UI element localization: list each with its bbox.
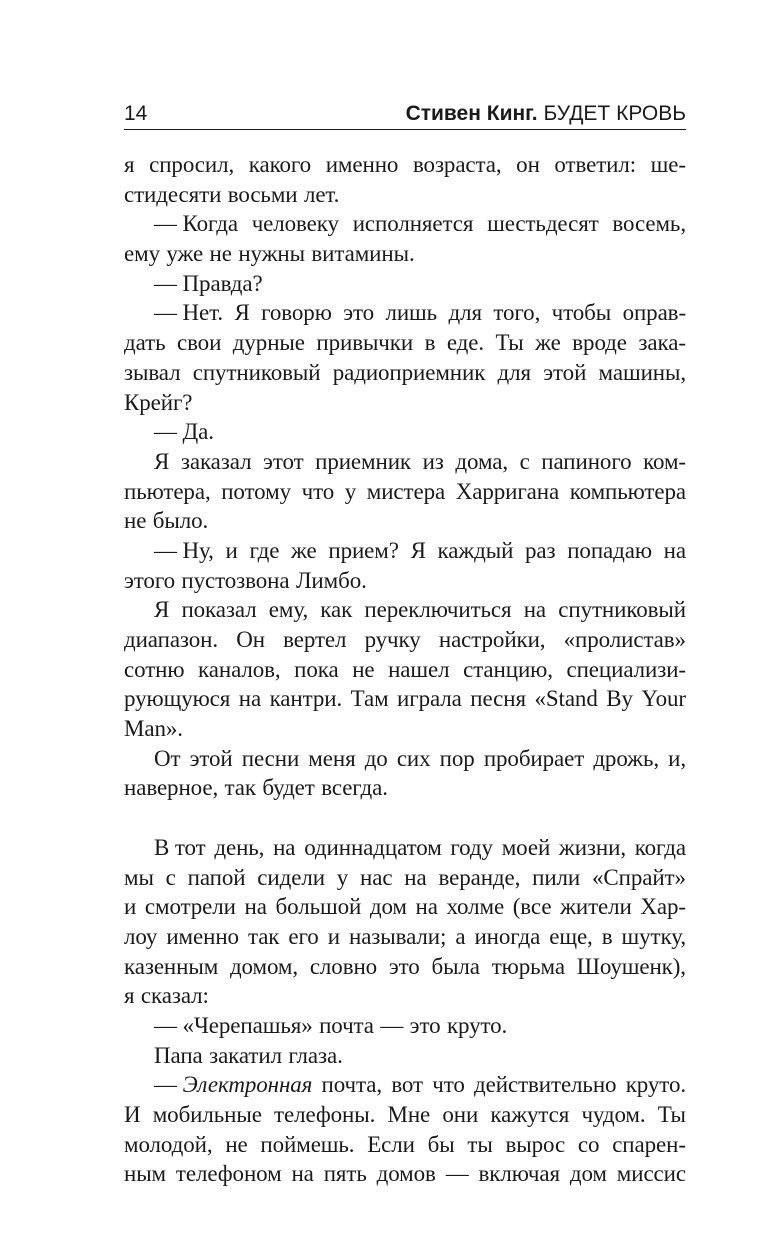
word: Your — [641, 686, 686, 712]
word: наверное, — [124, 775, 219, 801]
word: дом — [569, 1161, 607, 1187]
text-line — [124, 1159, 686, 1189]
word: спутниковый — [192, 359, 321, 385]
word: — — [445, 1161, 469, 1187]
word: на — [415, 894, 438, 920]
word: телефоном — [175, 1161, 282, 1187]
word: спросил, — [149, 152, 235, 177]
text-line — [124, 447, 686, 477]
word: чудом. — [581, 1102, 646, 1127]
word: потому — [221, 478, 291, 504]
word: пока — [294, 656, 339, 682]
word: — Ну, — [154, 537, 214, 563]
word: так — [224, 775, 256, 801]
text-line — [124, 833, 686, 863]
word: телефоны. — [274, 1102, 376, 1127]
word: в — [424, 330, 436, 356]
word: и — [124, 894, 137, 920]
word: а — [455, 923, 466, 949]
text-line — [124, 150, 686, 180]
word: этой — [543, 359, 587, 385]
word: — Правда? — [154, 270, 263, 296]
text-line — [124, 1011, 686, 1041]
word: каналов, — [198, 656, 281, 682]
word: витамины. — [311, 241, 415, 267]
word: песни — [241, 745, 300, 771]
word: того, — [493, 300, 541, 326]
word: привычки — [316, 330, 414, 356]
word: зывал — [124, 359, 181, 385]
word: же — [535, 330, 561, 356]
word: нас — [360, 864, 393, 890]
word: радиоприемник — [332, 359, 486, 385]
text-line — [124, 1100, 686, 1130]
text-line — [124, 952, 686, 982]
word: ему, — [268, 597, 309, 623]
word: холме — [446, 894, 505, 920]
word: этой — [189, 745, 233, 771]
word: было. — [152, 508, 209, 534]
word: приемник — [315, 448, 411, 474]
text-line — [124, 417, 686, 447]
word: и, — [668, 745, 686, 771]
word: жители — [560, 894, 632, 920]
word: вроде — [572, 330, 627, 356]
text-line — [124, 922, 686, 952]
word: шестьдесят — [487, 211, 599, 237]
word: свои — [176, 330, 222, 356]
word: станцию, — [463, 656, 553, 682]
text-line — [124, 773, 686, 803]
word: Лимбо. — [295, 567, 367, 593]
word: песня — [470, 686, 526, 712]
word: этот — [263, 448, 304, 474]
word: сотню — [124, 656, 185, 682]
word: Папа — [154, 1042, 203, 1068]
word: у — [336, 864, 349, 890]
word: В тот — [154, 834, 206, 860]
word: ты — [467, 1131, 493, 1157]
word: сидели — [257, 864, 325, 890]
word: диапазон. — [124, 627, 219, 652]
text-line — [124, 684, 686, 714]
word: большой — [275, 894, 362, 920]
word: меня — [308, 745, 356, 771]
word: это — [409, 1012, 441, 1038]
word: By — [606, 686, 633, 712]
word: включая — [478, 1161, 560, 1187]
word: молодой, — [124, 1131, 213, 1157]
word: попадаю — [567, 537, 652, 563]
word: шутку, — [621, 923, 686, 949]
word: Харригана — [455, 478, 560, 504]
word: спутниковый — [558, 597, 686, 623]
text-line — [124, 269, 686, 299]
word: на — [404, 864, 427, 890]
word: Я — [154, 597, 170, 623]
word: Я — [234, 300, 250, 326]
running-header — [124, 98, 686, 130]
word: — «Черепашья» — [154, 1012, 313, 1038]
text-line — [124, 180, 686, 210]
word: чтобы — [551, 300, 612, 326]
word: когда — [634, 834, 686, 860]
word: не — [209, 241, 232, 267]
word: домов — [376, 1161, 436, 1187]
text-line — [124, 1130, 686, 1160]
word: ручку — [364, 627, 421, 652]
word: раз — [525, 537, 556, 563]
word: еще, — [549, 923, 593, 949]
word: — — [380, 1012, 404, 1038]
word: дурные — [232, 330, 305, 356]
word: Шоушенк), — [576, 953, 686, 979]
word: «Stand — [534, 686, 598, 712]
word: возраста, — [412, 152, 502, 177]
word: мобильные — [152, 1102, 262, 1127]
word: «пролистав» — [563, 627, 686, 652]
word: именно — [325, 152, 399, 177]
word: — Когда — [154, 211, 238, 237]
word: как — [320, 597, 353, 623]
word: Ты — [495, 330, 524, 356]
word: дрожь, — [593, 745, 659, 771]
word: «Спрайт» — [591, 864, 686, 890]
word: Я — [410, 537, 426, 563]
word: действительно — [474, 1072, 617, 1098]
word: нашел — [388, 656, 450, 682]
word: я — [124, 152, 135, 177]
word: ше- — [650, 152, 686, 177]
word: до — [364, 745, 388, 771]
word: дать — [124, 330, 166, 356]
word: бы — [427, 1131, 455, 1157]
word: и — [225, 537, 238, 563]
word: тюрьма — [491, 953, 565, 979]
word: дома, — [455, 448, 508, 474]
word: Там — [350, 686, 389, 712]
text-line — [124, 566, 686, 596]
word: папиного — [541, 448, 632, 474]
word: так — [247, 923, 280, 949]
word: компьютера — [569, 478, 686, 504]
word: для — [497, 359, 532, 385]
word: где — [249, 537, 280, 563]
paragraph-gap — [124, 803, 686, 833]
word: иногда — [474, 923, 541, 949]
word: От — [154, 745, 181, 771]
word: они — [442, 1102, 479, 1127]
text-line — [124, 536, 686, 566]
word: оправ- — [622, 300, 686, 326]
word: спарен- — [612, 1131, 686, 1157]
page-number: 14 — [124, 102, 148, 125]
word: смотрели — [144, 894, 236, 920]
word: настройки, — [438, 627, 546, 652]
word: это — [343, 300, 375, 326]
text-line — [124, 863, 686, 893]
word: сих — [396, 745, 431, 771]
word: круто. — [625, 1072, 686, 1098]
word: — Да. — [154, 419, 214, 445]
word: лоу — [124, 923, 158, 949]
word: веранде, — [438, 864, 521, 890]
word: миссис — [616, 1161, 686, 1187]
word: в — [601, 923, 613, 949]
word: Хар- — [640, 894, 686, 920]
word: ответил: — [554, 152, 637, 177]
word: показал — [181, 597, 257, 623]
word: мы — [124, 864, 154, 890]
text-line — [124, 981, 686, 1011]
text-line — [124, 744, 686, 774]
word: и — [327, 923, 340, 949]
word: говорю — [261, 300, 332, 326]
text-line — [124, 892, 686, 922]
word: ком- — [643, 448, 686, 474]
word: восемь, — [612, 211, 686, 237]
text-line — [124, 1070, 686, 1100]
word: со — [577, 1131, 600, 1157]
body-text — [124, 150, 686, 1189]
word: кажутся — [490, 1102, 570, 1127]
word: Он — [236, 627, 265, 652]
word: пустозвона — [181, 567, 290, 593]
word: — Электронная — [154, 1072, 313, 1098]
text-line — [124, 239, 686, 269]
word: из — [422, 448, 444, 474]
word: Мне — [387, 1102, 431, 1127]
word: вырос — [505, 1131, 566, 1157]
text-line — [124, 506, 686, 536]
word: поймешь. — [260, 1131, 355, 1157]
text-line — [124, 595, 686, 625]
word: его — [288, 923, 319, 949]
word: пять — [323, 1161, 367, 1187]
word: что — [301, 478, 335, 504]
word: домом, — [229, 953, 299, 979]
word: пили — [532, 864, 581, 890]
word: переключиться — [364, 597, 512, 623]
word: Если — [367, 1131, 415, 1157]
word: словно — [309, 953, 378, 979]
author-name: Стивен Кинг. — [405, 102, 538, 125]
word: стидесяти — [124, 181, 222, 207]
word: ему — [124, 241, 160, 267]
word: на — [273, 834, 296, 860]
word: пьютера, — [124, 478, 211, 504]
word: день, — [214, 834, 265, 860]
word: Ты — [657, 1102, 686, 1127]
word: с — [519, 448, 530, 474]
word: году — [450, 834, 493, 860]
word: лишь — [385, 300, 438, 326]
text-line — [124, 1041, 686, 1071]
word: нужны — [238, 241, 305, 267]
word: одиннадцатом — [304, 834, 442, 860]
word: ным — [124, 1161, 167, 1187]
word: что — [432, 1072, 465, 1098]
word: для — [448, 300, 482, 326]
word: на — [291, 1161, 314, 1187]
word: у — [344, 478, 357, 504]
word: машины, — [598, 359, 686, 385]
word: закатил — [209, 1042, 282, 1068]
word: дом — [369, 894, 407, 920]
word: это — [388, 953, 420, 979]
word: специализи- — [566, 656, 686, 682]
word: И — [124, 1102, 141, 1127]
word: с — [165, 864, 176, 890]
word: зака- — [638, 330, 686, 356]
word: именно — [166, 923, 239, 949]
word: папой — [187, 864, 246, 890]
word: называли; — [348, 923, 447, 949]
word: каждый — [437, 537, 514, 563]
word: вертел — [283, 627, 347, 652]
word: заказал — [180, 448, 252, 474]
text-line — [124, 358, 686, 388]
word: еде. — [446, 330, 484, 356]
word: круто. — [446, 1012, 508, 1038]
word: мистера — [366, 478, 446, 504]
word: сказал: — [140, 983, 209, 1009]
word: жизни, — [558, 834, 626, 860]
word: на — [238, 686, 262, 712]
text-line — [124, 625, 686, 655]
word: моей — [501, 834, 551, 860]
word: — Нет. — [154, 300, 224, 326]
word: Крейг? — [124, 389, 193, 415]
text-line — [124, 298, 686, 328]
word: вот — [391, 1072, 423, 1098]
word: какого — [248, 152, 312, 177]
word: пробирает — [483, 745, 585, 771]
word: человеку — [251, 211, 339, 237]
word: на — [663, 537, 686, 563]
word: глаза. — [288, 1042, 343, 1068]
word: восьми — [227, 181, 298, 207]
word: я — [124, 983, 135, 1009]
word: исполняется — [352, 211, 474, 237]
word: рующуюся — [124, 686, 231, 712]
word: не — [352, 656, 375, 682]
word: пор — [439, 745, 475, 771]
text-line — [124, 328, 686, 358]
text-line — [124, 655, 686, 685]
word: он — [516, 152, 540, 177]
header-rule — [124, 129, 686, 130]
word: уже — [166, 241, 204, 267]
word: не — [124, 508, 147, 534]
word: же — [291, 537, 317, 563]
word: (все — [512, 894, 552, 920]
header-title — [406, 98, 686, 130]
book-title: БУДЕТ КРОВЬ — [543, 102, 686, 125]
word: Man». — [124, 716, 183, 742]
text-line — [124, 477, 686, 507]
word: будет — [262, 775, 315, 801]
text-line — [124, 388, 686, 418]
word: была — [431, 953, 480, 979]
word: на — [523, 597, 547, 623]
word: казенным — [124, 953, 219, 979]
word: всегда. — [321, 775, 388, 801]
word: этого — [124, 567, 175, 593]
word: не — [225, 1131, 248, 1157]
word: почта, — [321, 1072, 383, 1098]
text-line — [124, 209, 686, 239]
word: прием? — [328, 537, 399, 563]
word: Я — [154, 448, 170, 474]
word: почта — [319, 1012, 374, 1038]
text-line — [124, 714, 686, 744]
word: кантри. — [269, 686, 343, 712]
word: на — [244, 894, 267, 920]
word: лет. — [303, 181, 340, 207]
word: играла — [397, 686, 462, 712]
